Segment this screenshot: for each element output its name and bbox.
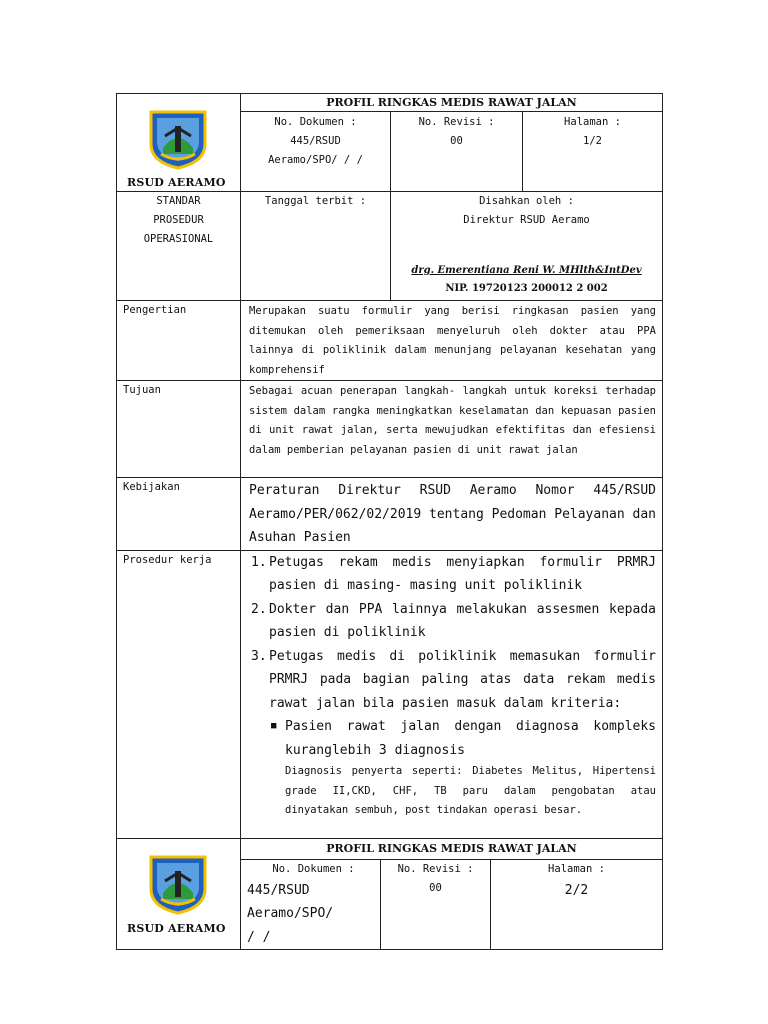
spo-line1: STANDAR [156,195,201,207]
approval-cell [391,192,663,301]
hospital-name: RSUD AERAMO [127,176,226,189]
footer-doc-number-cell [241,859,381,950]
pengertian-text: Merupakan suatu formulir yang berisi ringkasan pasien yang ditemukan oleh pemeriksaan menyeluruh oleh dokter atau PPA lainnya di poliklinik dalam menunjang pelayanan kesehatan yang komprehensif [241,301,663,381]
footer-header-table [116,838,663,951]
approval-label: Disahkan oleh : [479,195,574,207]
signer-name: drg. Emerentiana Reni W. MHlth&IntDev [411,265,642,276]
signature-block [391,262,662,298]
doc-number-cell [241,112,391,192]
document-sheet [116,93,662,950]
footer-revision-label: No. Revisi : [397,862,474,875]
logo-cell [117,94,241,192]
pengertian-label: Pengertian [117,301,241,381]
criteria-bullet: ■ Pasien rawat jalan dengan diagnosa kompleks kuranglebih 3 diagnosis [247,715,656,762]
footer-revision-value: 00 [429,881,442,894]
doc-number-label: No. Dokumen : [274,116,357,128]
spo-cell [117,192,241,301]
procedure-step: 1. Petugas rekam medis menyiapkan formulir PRMRJ pasien di masing- masing unit poliklinik [251,554,656,593]
procedure-step: 2. Dokter dan PPA lainnya melakukan assesmen kepada pasien di poliklinik [251,601,656,640]
issued-date-cell [241,192,391,301]
procedure-step: 3. Petugas medis di poliklinik memasukan formulir PRMRJ pada bagian paling atas data rekam medis rawat jalan bila pasien masuk dalam kriteria: [251,648,656,711]
revision-value: 00 [450,135,463,147]
issued-date-label: Tanggal terbit : [264,195,367,207]
document-title: PROFIL RINGKAS MEDIS RAWAT JALAN [241,94,663,112]
footer-logo-cell [117,838,241,950]
doc-number-line2: Aeramo/SPO/ / / [268,154,363,166]
diagnosis-note: Diagnosis penyerta seperti: Diabetes Melitus, Hipertensi grade II,CKD, CHF, TB paru dalam pengobatan atau dinyatakan sembuh, post tindakan operasi besar. [285,765,656,816]
footer-doc-label: No. Dokumen : [272,862,355,875]
footer-page-cell [491,859,663,950]
header-table [116,93,663,301]
approver-title: Direktur RSUD Aeramo [463,214,590,226]
footer-doc-line2: Aeramo/SPO/ [247,906,334,921]
footer-hospital-name: RSUD AERAMO [127,922,226,935]
tujuan-label: Tujuan [117,381,241,478]
revision-label: No. Revisi : [418,116,495,128]
revision-cell [391,112,523,192]
spo-line3: OPERASIONAL [143,233,214,245]
footer-page-value: 2/2 [564,882,589,898]
footer-doc-line3: / / [247,929,271,945]
prosedur-content [241,550,663,838]
prosedur-label: Prosedur kerja [117,550,241,838]
kebijakan-label: Kebijakan [117,478,241,551]
footer-revision-cell [381,859,491,950]
hospital-logo-icon [147,108,209,170]
hospital-logo-icon [147,853,209,915]
footer-page-label: Halaman : [548,862,605,875]
page-value: 1/2 [583,135,602,147]
tujuan-text: Sebagai acuan penerapan langkah- langkah untuk koreksi terhadap sistem dalam rangka meningkatkan keselamatan dan kepuasan pasien di unit rawat jalan, serta mewujudkan efektifitas dan efesiensi dalam pemberian pelayanan pasien di unit rawat jalan [241,381,663,478]
kebijakan-text: Peraturan Direktur RSUD Aeramo Nomor 445/RSUD Aeramo/PER/062/02/2019 tentang Pedoman Pelayanan dan Asuhan Pasien [241,478,663,551]
page-label: Halaman : [564,116,621,128]
procedure-steps [247,551,656,716]
doc-number-line1: 445/RSUD [290,135,341,147]
bullet-icon: ■ [271,721,277,731]
footer-document-title: PROFIL RINGKAS MEDIS RAWAT JALAN [241,838,663,859]
signer-nip: NIP. 19720123 200012 2 002 [445,283,608,294]
content-table [116,300,663,839]
spo-line2: PROSEDUR [153,214,204,226]
footer-doc-line1: 445/RSUD [247,882,310,898]
page-cell [523,112,663,192]
